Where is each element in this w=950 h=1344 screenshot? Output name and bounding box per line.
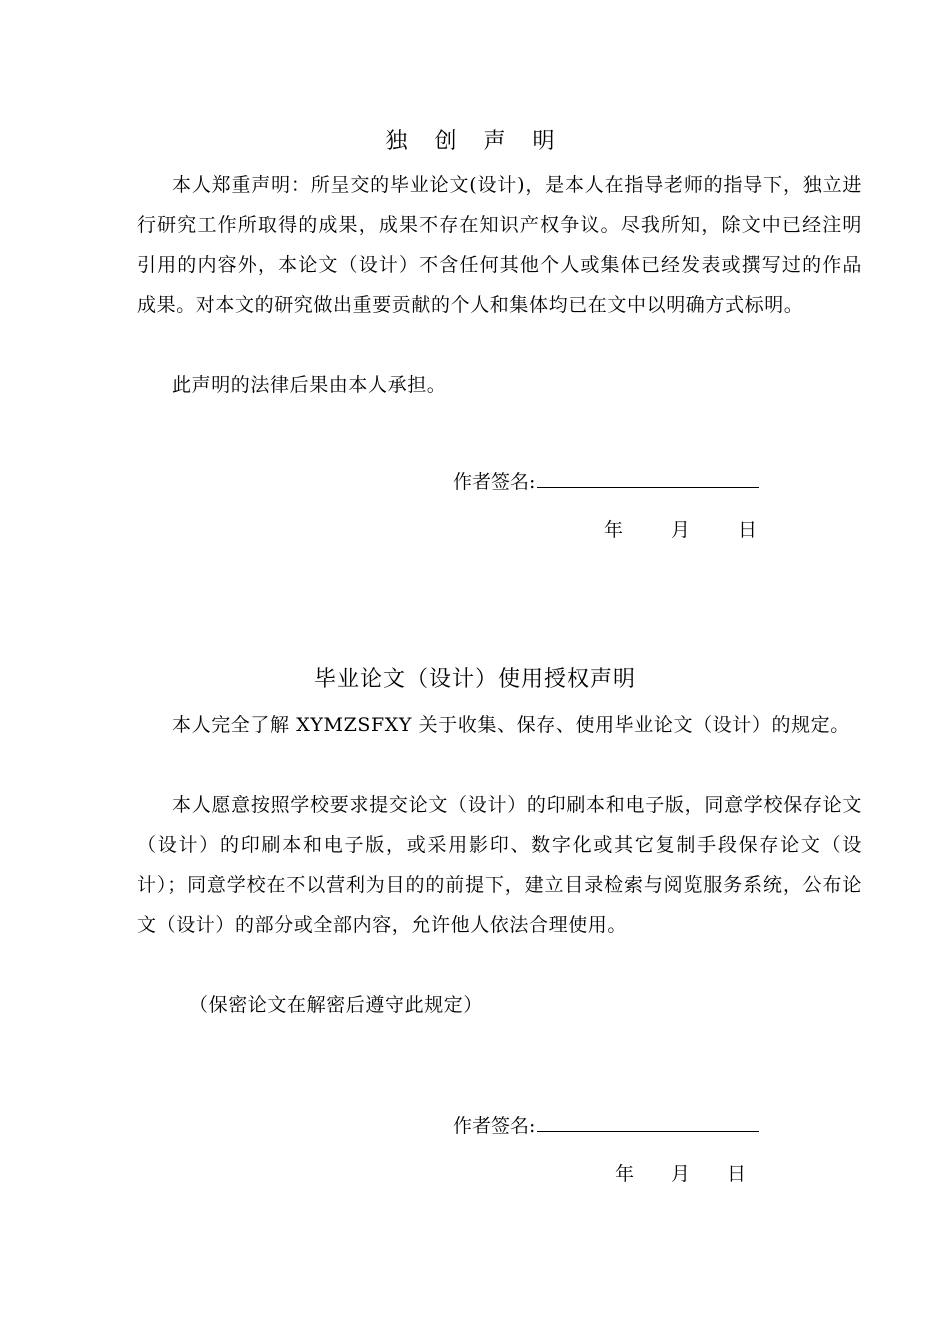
- declaration-signature: [453, 465, 759, 497]
- date-year: 年: [604, 519, 624, 541]
- authorization-date: [615, 1159, 746, 1189]
- signature-line: [537, 465, 759, 488]
- date-year: 年: [615, 1163, 635, 1185]
- authorization-paragraph-2: 本人愿意按照学校要求提交论文（设计）的印刷本和电子版，同意学校保存论文（设计）的印刷本和电子版，或采用影印、数字化或其它复制手段保存论文（设计）；同意学校在不以营利为目的的前提下，建立目录检索与阅览服务系统，公布论文（设计）的部分或全部内容，允许他人依法合理使用。: [137, 794, 862, 936]
- authorization-signature: [453, 1109, 759, 1141]
- date-month: 月: [671, 1163, 691, 1185]
- authorization-paragraph-3: （保密论文在解密后遵守此规定）: [189, 994, 484, 1016]
- signature-line: [537, 1109, 759, 1132]
- declaration-paragraph-1: 本人郑重声明：所呈交的毕业论文(设计)，是本人在指导老师的指导下，独立进行研究工作所取得的成果，成果不存在知识产权争议。尽我所知，除文中已经注明引用的内容外，本论文（设计）不含任何其他个人或集体已经发表或撰写过的作品成果。对本文的研究做出重要贡献的个人和集体均已在文中以明确方式标明。: [137, 174, 862, 316]
- signature-label: 作者签名:: [453, 1115, 536, 1137]
- authorization-paragraph-1: 本人完全了解 XYMZSFXY 关于收集、保存、使用毕业论文（设计）的规定。: [172, 714, 850, 736]
- authorization-title: 毕业论文（设计）使用授权声明: [313, 667, 636, 692]
- declaration-paragraph-2: 此声明的法律后果由本人承担。: [172, 374, 447, 396]
- date-day: 日: [727, 1163, 747, 1185]
- declaration-title: 独 创 声 明: [385, 129, 565, 154]
- date-day: 日: [738, 519, 758, 541]
- signature-label: 作者签名:: [453, 471, 536, 493]
- declaration-date: [604, 515, 757, 545]
- date-month: 月: [671, 519, 691, 541]
